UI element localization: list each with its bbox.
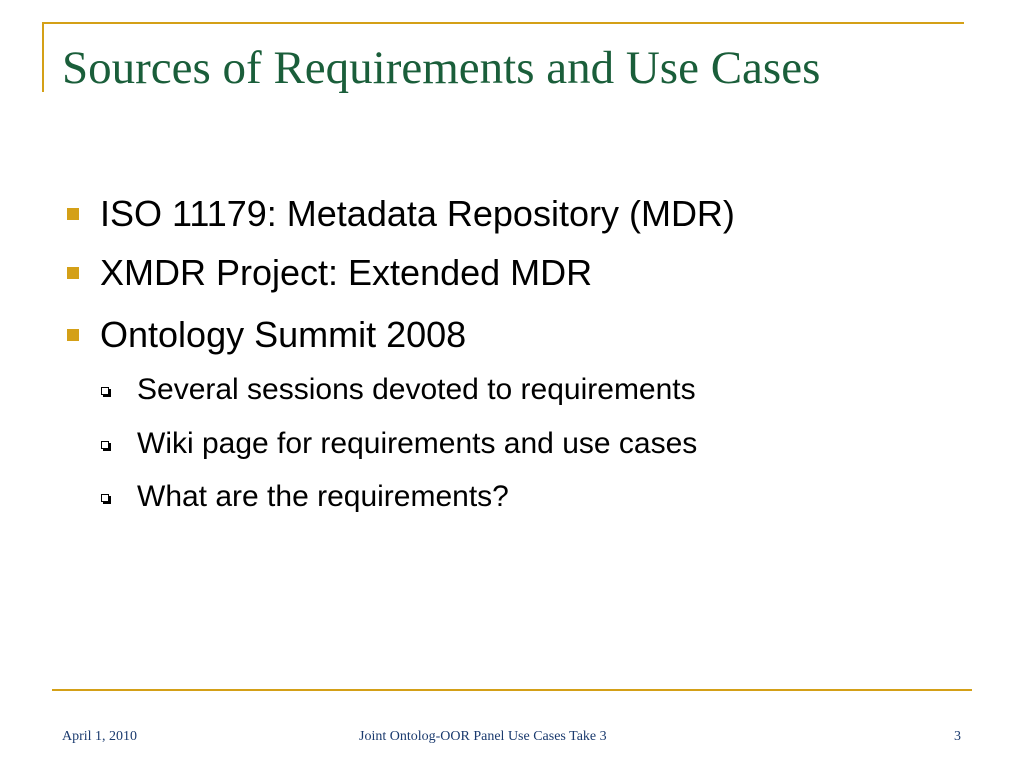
title-frame-left-rule [42, 22, 44, 92]
shadowed-box-bullet-icon [101, 387, 109, 395]
footer-rule [52, 689, 972, 691]
sub-bullet-item [137, 479, 509, 515]
bullet-text: Ontology Summit 2008 [100, 314, 467, 355]
slide-title: Sources of Requirements and Use Cases [62, 42, 821, 94]
shadowed-box-bullet-icon [101, 494, 109, 502]
shadowed-box-bullet-icon [101, 441, 109, 449]
bullet-item [100, 251, 592, 295]
sub-bullet-text: Wiki page for requirements and use cases [137, 427, 698, 460]
filled-square-bullet-icon [67, 267, 79, 279]
bullet-text: ISO 11179: Metadata Repository (MDR) [100, 193, 735, 234]
sub-bullet-item [137, 372, 696, 408]
bullet-item [100, 192, 735, 236]
bullet-text: XMDR Project: Extended MDR [100, 252, 593, 293]
footer-title: Joint Ontolog-OOR Panel Use Cases Take 3 [359, 729, 607, 744]
footer-date: April 1, 2010 [62, 729, 138, 744]
title-frame-top-rule [42, 22, 964, 24]
slide-number: 3 [954, 729, 961, 744]
sub-bullet-item [137, 426, 697, 462]
filled-square-bullet-icon [67, 329, 79, 341]
filled-square-bullet-icon [67, 208, 79, 220]
sub-bullet-text: Several sessions devoted to requirements [137, 373, 696, 406]
sub-bullet-text: What are the requirements? [137, 480, 509, 513]
bullet-item [100, 313, 466, 357]
